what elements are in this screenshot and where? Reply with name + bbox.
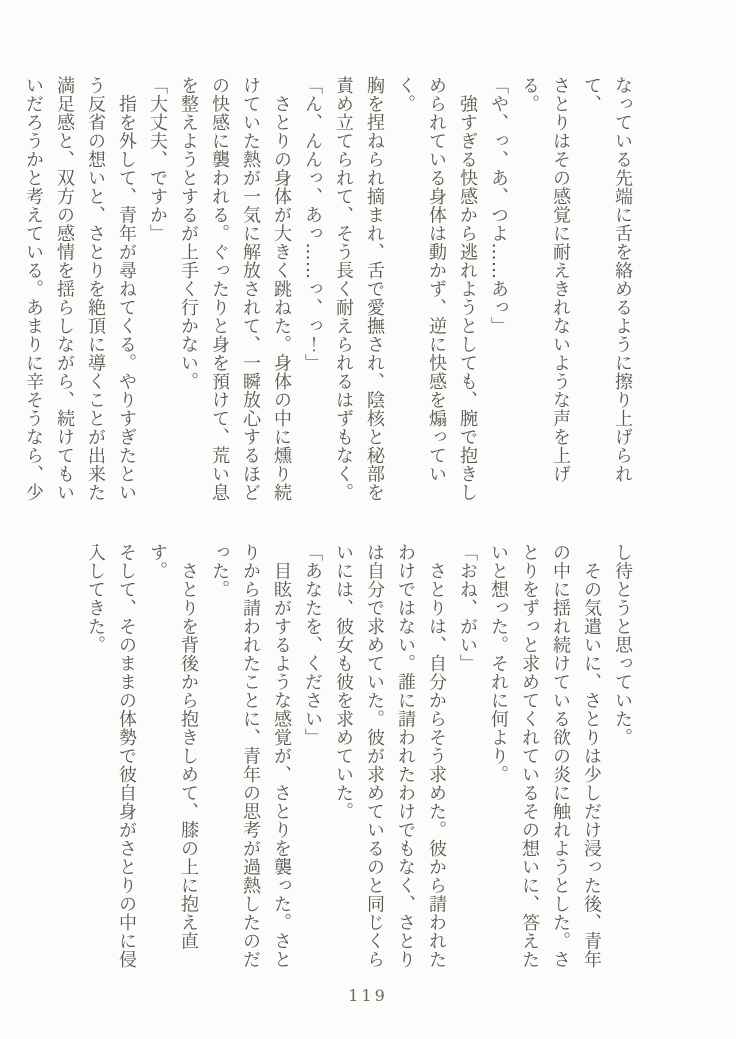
text-line: その気遣いに、さとりは少しだけ浸った後、青年: [581, 543, 602, 969]
text-line: の中に揺れ続けている欲の炎に触れようとした。さ: [550, 543, 571, 969]
text-line: なっている先端に舌を絡めるように擦り上げられて、: [581, 76, 633, 483]
text-line: そして、そのままの体勢で彼自身がさとりの中に侵: [116, 543, 137, 969]
text-block-top: [18, 76, 638, 512]
text-line: いと想った。それに何より。: [488, 543, 509, 784]
text-line: いには、彼女も彼を求めていた。: [333, 543, 354, 821]
text-line: 「ん、んんっ、あっ……っ、っ！」: [302, 76, 323, 372]
text-line: 「大丈夫、ですか」: [147, 76, 168, 243]
text-line: し待とうと思っていた。: [612, 543, 633, 747]
text-line: 「おね、がい」: [457, 543, 478, 673]
text-line: りから請われたことに、青年の思考が過熱したのだ: [240, 543, 261, 969]
text-line: 「あなたを、ください」: [302, 543, 323, 747]
text-line: の快感に襲われる。ぐったりと身を預けて、荒い息: [209, 76, 230, 502]
text-line: さとりは、自分からそう求めた。彼から請われた: [426, 543, 447, 969]
text-line: は自分で求めていた。彼が求めているのと同じくら: [364, 543, 385, 969]
text-line: さとりを背後から抱きしめて、膝の上に抱え直す。: [147, 543, 199, 950]
text-line: 責め立てられて、そう長く耐えられるはずもなく。: [333, 76, 354, 502]
text-line: 入してきた。: [85, 543, 106, 654]
text-line: 満足感と、双方の感情を揺らしながら、続けてもい: [54, 76, 75, 502]
text-line: 指を外して、青年が尋ねてくる。やりすぎたとい: [116, 76, 137, 502]
text-block-bottom: [80, 543, 638, 979]
text-line: 強すぎる快感から逃れようとしても、腕で抱きし: [457, 76, 478, 502]
text-line: った。: [209, 543, 230, 599]
text-line: さとりはその感覚に耐えきれないような声を上げる。: [519, 76, 571, 483]
text-line: さとりの身体が大きく跳ねた。身体の中に燻り続: [271, 76, 292, 502]
text-line: けていた熱が一気に解放されて、一瞬放心するほど: [240, 76, 261, 502]
text-line: う反省の想いと、さとりを絶頂に導くことが出来た: [85, 76, 106, 502]
text-line: 胸を捏ねられ摘まれ、舌で愛撫され、陰核と秘部を: [364, 76, 385, 502]
text-line: を整えようとするが上手く行かない。: [178, 76, 199, 391]
text-line: 「や、っ、あ、つよ……あっ」: [488, 76, 509, 335]
text-line: 目眩がするような感覚が、さとりを襲った。さと: [271, 543, 292, 969]
text-line: わけではない。誰に請われたわけでもなく、さとり: [395, 543, 416, 969]
text-line: とりをずっと求めてくれているその想いに、答えた: [519, 543, 540, 969]
page-number: 119: [348, 986, 388, 1005]
text-line: められている身体は動かず、逆に快感を煽っていく。: [395, 76, 447, 483]
text-line: いだろうかと考えている。あまりに辛そうなら、少: [23, 76, 44, 502]
